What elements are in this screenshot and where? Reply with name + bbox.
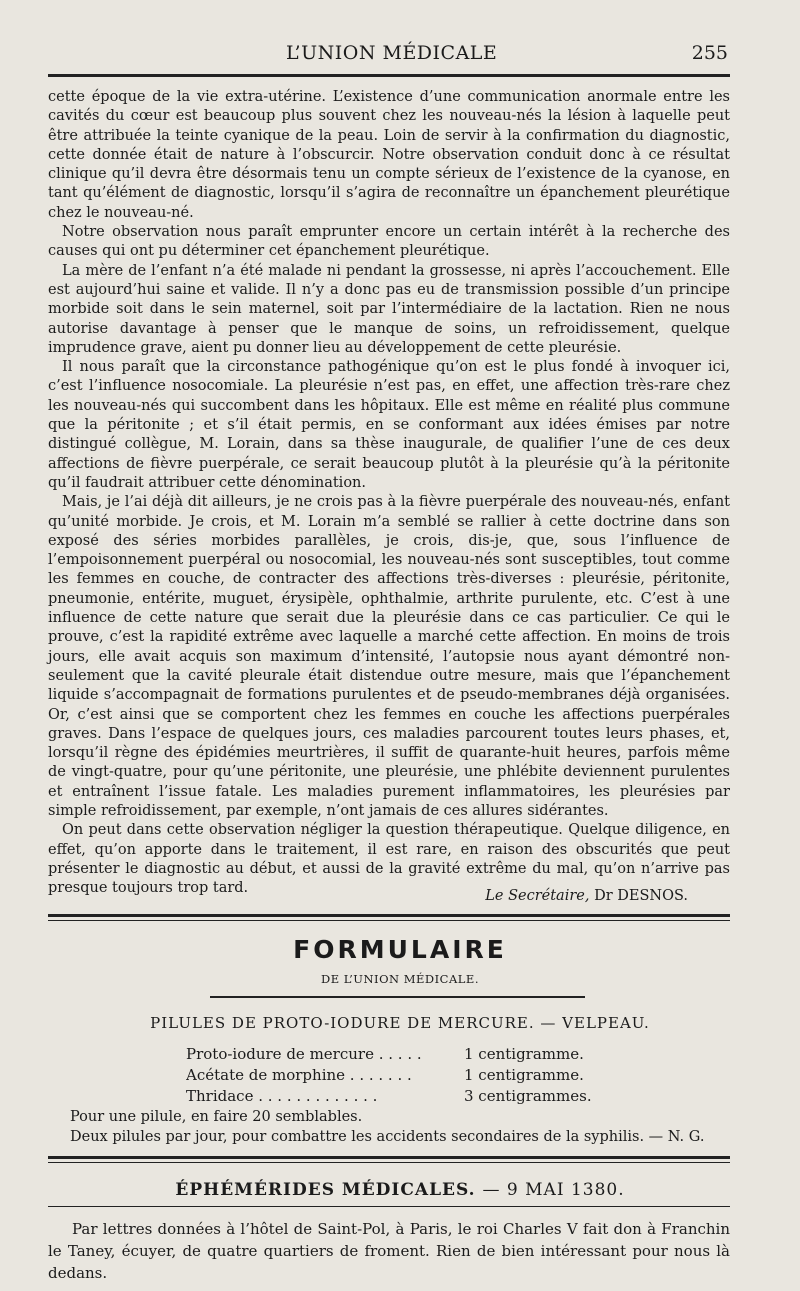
ingredient-name: Thridace . . . . . . . . . . . . . (186, 1087, 378, 1105)
header-rule (48, 74, 730, 77)
ephemerides-rule (48, 1206, 730, 1207)
ingredient-row (186, 1044, 626, 1065)
paragraph: La mère de l’enfant n’a été malade ni pendant la grossesse, ni après l’accouchement. Elle est aujourd’hui saine et valide. Il n’y a donc pas eu de transmission possible d’un principe morbide soit dans le sein maternel, soit par l’intermédiaire de la lactation. Rien ne nous autorise davantage à penser que le manque de soins, un refroidissement, quelque imprudence grave, aient pu donner lieu au développement de cette pleurésie. (48, 262, 730, 356)
paragraph: Mais, je l’ai déjà dit ailleurs, je ne crois pas à la fièvre puerpérale des nouveau-nés, enfant qu’unité morbide. Je crois, et M. Lorain m’a semblé se rallier à cette doctrine dans son exposé des séries morbides parallèles, je crois, dis-je, que, sous l’influence de l’empoisonnement puerpéral ou nosocomial, les nouveau-nés sont susceptibles, tout comme les femmes en couche, de contracter des affections très-diverses : pleurésie, péritonite, pneumonie, entérite, muguet, érysipèle, ophthalmie, arthrite purulente, etc. C’est à une influence de cette nature que serait due la pleurésie dans ce cas particulier. Ce qui le prouve, c’est la rapidité extrême avec laquelle a marché cette affection. En moins de trois jours, elle avait acquis son maximum d’intensité, l’autopsie nous ayant démontré non-seulement que la cavité pleurale était distendue outre mesure, mais que l’épanchement liquide s’accompagnait de formations purulentes et de pseudo-membranes déjà organisées. Or, c’est ainsi que se comportent chez les femmes en couche les affections puerpérales graves. Dans l’espace de quelques jours, ces maladies parcourent toutes leurs phases, et, lorsqu’il règne des épidémies meurtrières, il suffit de quarante-huit heures, parfois même de vingt-quatre, pour qu’une péritonite, une pleurésie, une phlébite deviennent purulentes et entraînent l’issue fatale. Les maladies purement inflammatoires, les pleurésies par simple refroidissement, par exemple, n’ont jamais de ces allures sidérantes. (48, 494, 730, 819)
paragraph: On peut dans cette observation négliger la question thérapeutique. Quelque diligence, en effet, qu’on apporte dans le traitement, il est rare, en raison des obscurités que peut présenter le diagnostic au début, et aussi de la gravité extrême du mal, qu’on n’arrive pas presque toujours trop tard. (48, 822, 730, 897)
formulaire-title: FORMULAIRE (293, 935, 507, 964)
signature (485, 888, 688, 904)
instruction-line: Deux pilules par jour, pour combattre les accidents secondaires de la syphilis. — N. G. (70, 1128, 705, 1145)
page-number: 255 (691, 42, 728, 64)
signature-name: Dr DESNOS. (594, 888, 688, 904)
ingredient-name: Acétate de morphine . . . . . . . (186, 1066, 412, 1084)
journal-title: L’UNION MÉDICALE (286, 42, 498, 64)
ingredient-row (186, 1065, 626, 1086)
instruction-line: Pour une pilule, en faire 20 semblables. (70, 1109, 363, 1125)
ingredient-quantity: 3 centigrammes. (464, 1087, 592, 1105)
paragraph: Notre observation nous paraît emprunter encore un certain intérêt à la recherche des causes qui ont pu déterminer cet épanchement pleurétique. (48, 224, 730, 260)
ingredient-row (186, 1086, 626, 1107)
page-header (48, 38, 728, 68)
ephemerides-title: ÉPHÉMÉRIDES MÉDICALES. (175, 1180, 476, 1200)
section-rule-thin (48, 1162, 730, 1163)
section-rule-thin (48, 920, 730, 921)
recipe-instructions (70, 1108, 730, 1147)
section-rule (48, 914, 730, 917)
ephemerides-heading (0, 1180, 800, 1200)
ephemerides-text-block (48, 1218, 730, 1284)
paragraph: cette époque de la vie extra-utérine. L’existence d’une communication anormale entre les cavités du cœur est beaucoup plus souvent chez les nouveau-nés la lésion à laquelle peut être attribuée la teinte cyanique de la peau. Loin de servir à la confirmation du diagnostic, cette donnée était de nature à l’obscurcir. Notre observation conduit donc à ce résultat clinique qu’il devra être désormais tenu un compte sérieux de l’existence de la cyanose, en tant qu’élément de diagnostic, lorsqu’il s’agira de reconnaître un épanchement pleurétique chez le nouveau-né. (48, 89, 730, 221)
ephemerides-date: — 9 MAI 1380. (482, 1180, 625, 1200)
ingredient-quantity: 1 centigramme. (464, 1066, 584, 1084)
section-rule (48, 1156, 730, 1159)
formulaire-subtitle: DE L’UNION MÉDICALE. (321, 972, 479, 986)
paragraph: Il nous paraît que la circonstance pathogénique qu’on est le plus fondé à invoquer ici, c’est l’influence nosocomiale. La pleurésie n’est pas, en effet, une affection très-rare chez les nouveau-nés qui succombent dans les hôpitaux. Elle est même en réalité plus commune que la péritonite ; et s’il était permis, en se conformant aux idées émises par notre distingué collègue, M. Lorain, dans sa thèse inaugurale, de qualifier l’une de ces deux affections de fièvre puerpérale, ce serait beaucoup plutôt à la pleurésie qu’à la péritonite qu’il faudrait attribuer cette dénomination. (48, 359, 730, 491)
ingredient-quantity: 1 centigramme. (464, 1045, 584, 1063)
ingredient-name: Proto-iodure de mercure . . . . . (186, 1045, 422, 1063)
article-body (48, 88, 730, 898)
ephemerides-text: Par lettres données à l’hôtel de Saint-Pol, à Paris, le roi Charles V fait don à Franchin le Taney, écuyer, de quatre quartiers de froment. Rien de bien intéressant pour nous là dedans. (48, 1220, 730, 1282)
ingredient-list (186, 1044, 626, 1107)
signature-role: Le Secrétaire, (485, 888, 590, 904)
recipe-title: PILULES DE PROTO-IODURE DE MERCURE. — VELPEAU. (150, 1014, 650, 1032)
formulaire-rule (210, 996, 585, 998)
